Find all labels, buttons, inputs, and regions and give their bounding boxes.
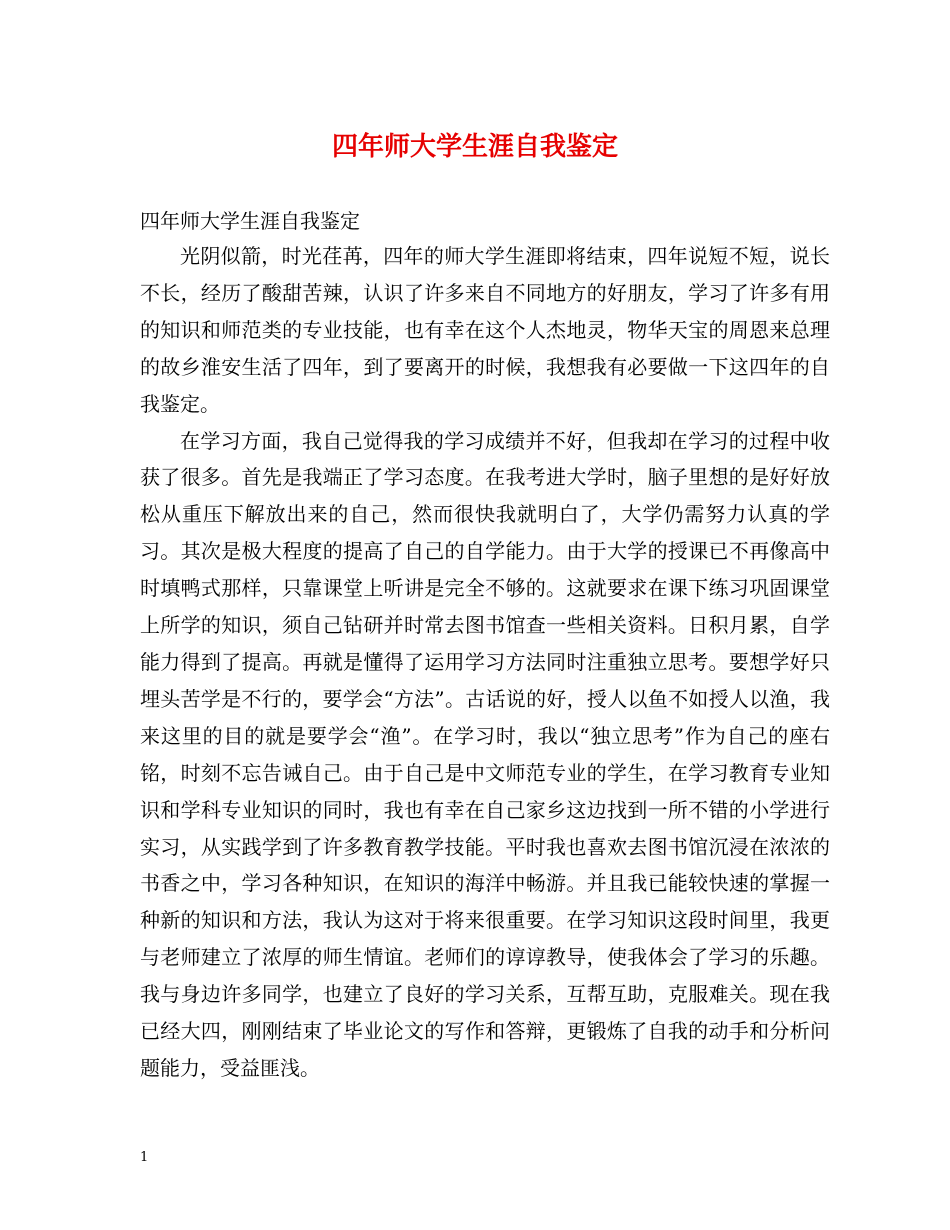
page-number: 1 xyxy=(140,1150,149,1165)
document-subtitle: 四年师大学生涯自我鉴定 xyxy=(140,209,360,233)
document-body xyxy=(140,204,830,1087)
paragraph-study: 在学习方面，我自己觉得我的学习成绩并不好，但我却在学习的过程中收获了很多。首先是我端正了学习态度。在我考进大学时，脑子里想的是好好放松从重压下解放出来的自己，然而很快我就明白了，大学仍需努力认真的学习。其次是极大程度的提高了自己的自学能力。由于大学的授课已不再像高中时填鸭式那样，只靠课堂上听讲是完全不够的。这就要求在课下练习巩固课堂上所学的知识，须自己钻研并时常去图书馆查一些相关资料。日积月累，自学能力得到了提高。再就是懂得了运用学习方法同时注重独立思考。要想学好只埋头苦学是不行的，要学会“方法”。古话说的好，授人以鱼不如授人以渔，我来这里的目的就是要学会“渔”。在学习时，我以“独立思考”作为自己的座右铭，时刻不忘告诫自己。由于自己是中文师范专业的学生，在学习教育专业知识和学科专业知识的同时，我也有幸在自己家乡这边找到一所不错的小学进行实习，从实践学到了许多教育教学技能。平时我也喜欢去图书馆沉浸在浓浓的书香之中，学习各种知识，在知识的海洋中畅游。并且我已能较快速的掌握一种新的知识和方法，我认为这对于将来很重要。在学习知识这段时间里，我更与老师建立了浓厚的师生情谊。老师们的谆谆教导，使我体会了学习的乐趣。我与身边许多同学，也建立了良好的学习关系，互帮互助，克服难关。现在我已经大四，刚刚结束了毕业论文的写作和答辩，更锻炼了自我的动手和分析问题能力，受益匪浅。 xyxy=(140,428,830,1080)
document-title: 四年师大学生涯自我鉴定 xyxy=(331,132,618,162)
paragraph-intro: 光阴似箭，时光荏苒，四年的师大学生涯即将结束，四年说短不短，说长不长，经历了酸甜苦辣，认识了许多来自不同地方的好朋友，学习了许多有用的知识和师范类的专业技能，也有幸在这个人杰地灵，物华天宝的周恩来总理的故乡淮安生活了四年，到了要离开的时候，我想我有必要做一下这四年的自我鉴定。 xyxy=(140,244,830,416)
